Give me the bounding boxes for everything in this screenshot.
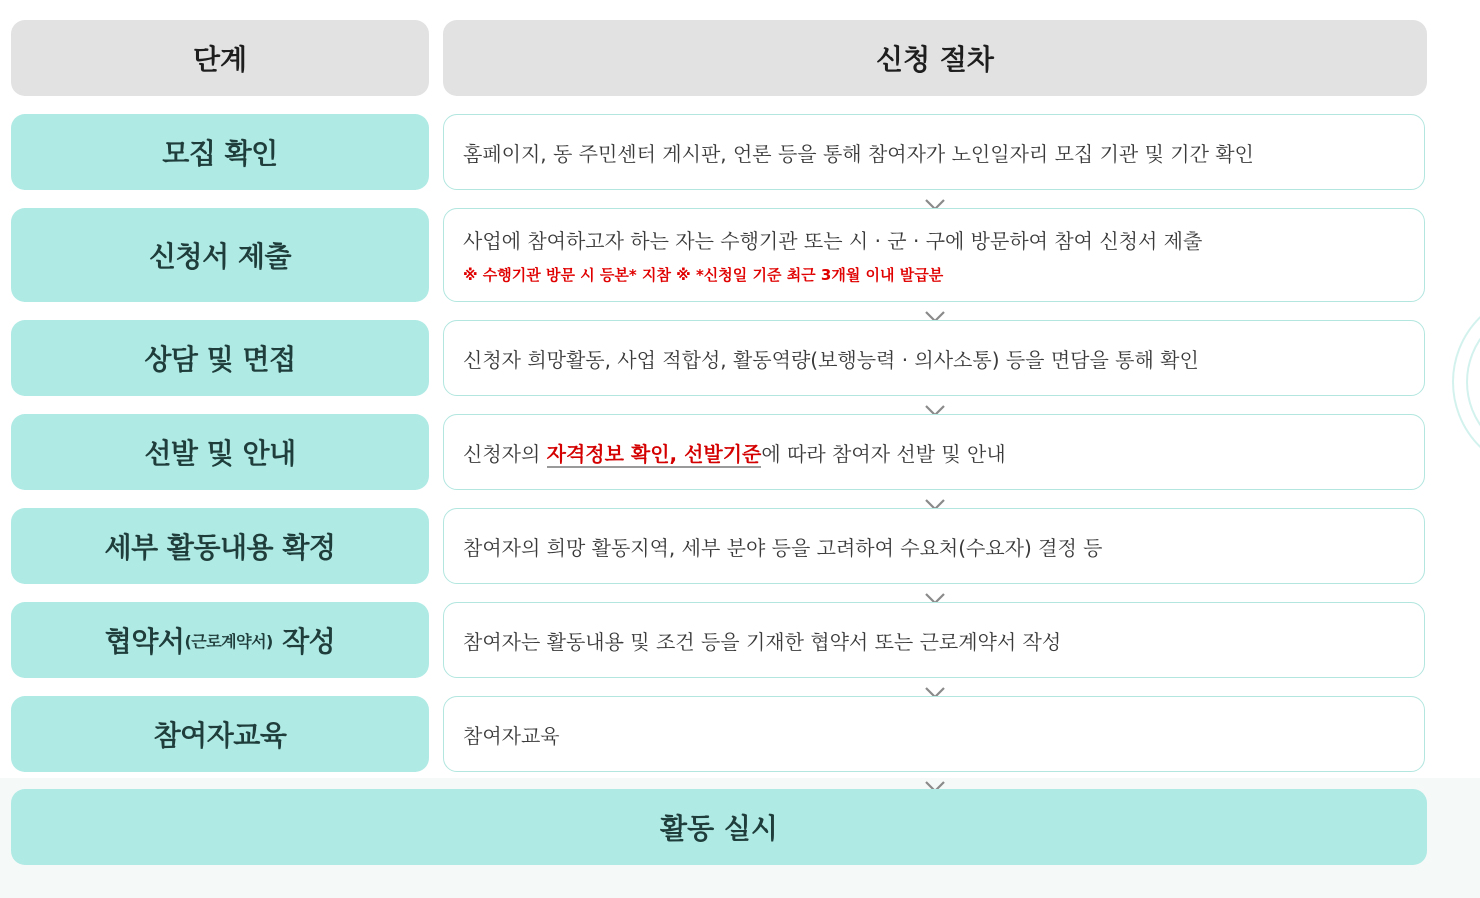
step-label: 참여자교육 (11, 696, 429, 772)
step-label: 선발 및 안내 (11, 414, 429, 490)
step-description (443, 114, 1425, 190)
step-description (443, 696, 1425, 772)
description-text: 홈페이지, 동 주민센터 게시판, 언론 등을 통해 참여자가 노인일자리 모집 기관 및 기간 확인 (463, 141, 1254, 166)
header-procedure: 신청 절차 (443, 20, 1427, 96)
step-label: 신청서 제출 (11, 208, 429, 302)
description-suffix: 에 따라 참여자 선발 및 안내 (761, 441, 1006, 466)
description-text: 참여자는 활동내용 및 조건 등을 기재한 협약서 또는 근로계약서 작성 (463, 629, 1062, 654)
table-row (11, 508, 1427, 584)
header-step: 단계 (11, 20, 429, 96)
step-description (443, 602, 1425, 678)
step-label: 상담 및 면접 (11, 320, 429, 396)
description-text (463, 438, 1424, 467)
application-procedure-table (11, 20, 1427, 772)
step-description (443, 320, 1425, 396)
final-step: 활동 실시 (11, 789, 1427, 865)
table-row (11, 208, 1427, 302)
step-description (443, 208, 1425, 302)
description-text: 신청자 희망활동, 사업 적합성, 활동역량(보행능력 · 의사소통) 등을 면담을 통해 확인 (463, 347, 1199, 372)
step-description (443, 508, 1425, 584)
table-row (11, 414, 1427, 490)
table-row (11, 114, 1427, 190)
table-row (11, 320, 1427, 396)
highlighted-criteria: 자격정보 확인, 선발기준 (546, 441, 762, 466)
description-text: 사업에 참여하고자 하는 자는 수행기관 또는 시 · 군 · 구에 방문하여 참여 신청서 제출 (463, 229, 1203, 253)
step-label (11, 602, 429, 678)
step-label-small: (근로계약서) (184, 631, 273, 651)
table-row (11, 696, 1427, 772)
step-label: 모집 확인 (11, 114, 429, 190)
step-description (443, 414, 1425, 490)
table-row (11, 602, 1427, 678)
description-prefix: 신청자의 (463, 441, 547, 466)
description-text: 참여자교육 (463, 723, 560, 748)
description-text: 참여자의 희망 활동지역, 세부 분야 등을 고려하여 수요처(수요자) 결정 등 (463, 535, 1103, 560)
step-label: 세부 활동내용 확정 (11, 508, 429, 584)
step-label-main: 협약서 (104, 625, 185, 658)
table-header (11, 20, 1427, 96)
description-note: ※ 수행기관 방문 시 등본* 지참 ※ *신청일 기준 최근 3개월 이내 발급분 (463, 266, 944, 284)
step-label-tail: 작성 (272, 625, 336, 658)
